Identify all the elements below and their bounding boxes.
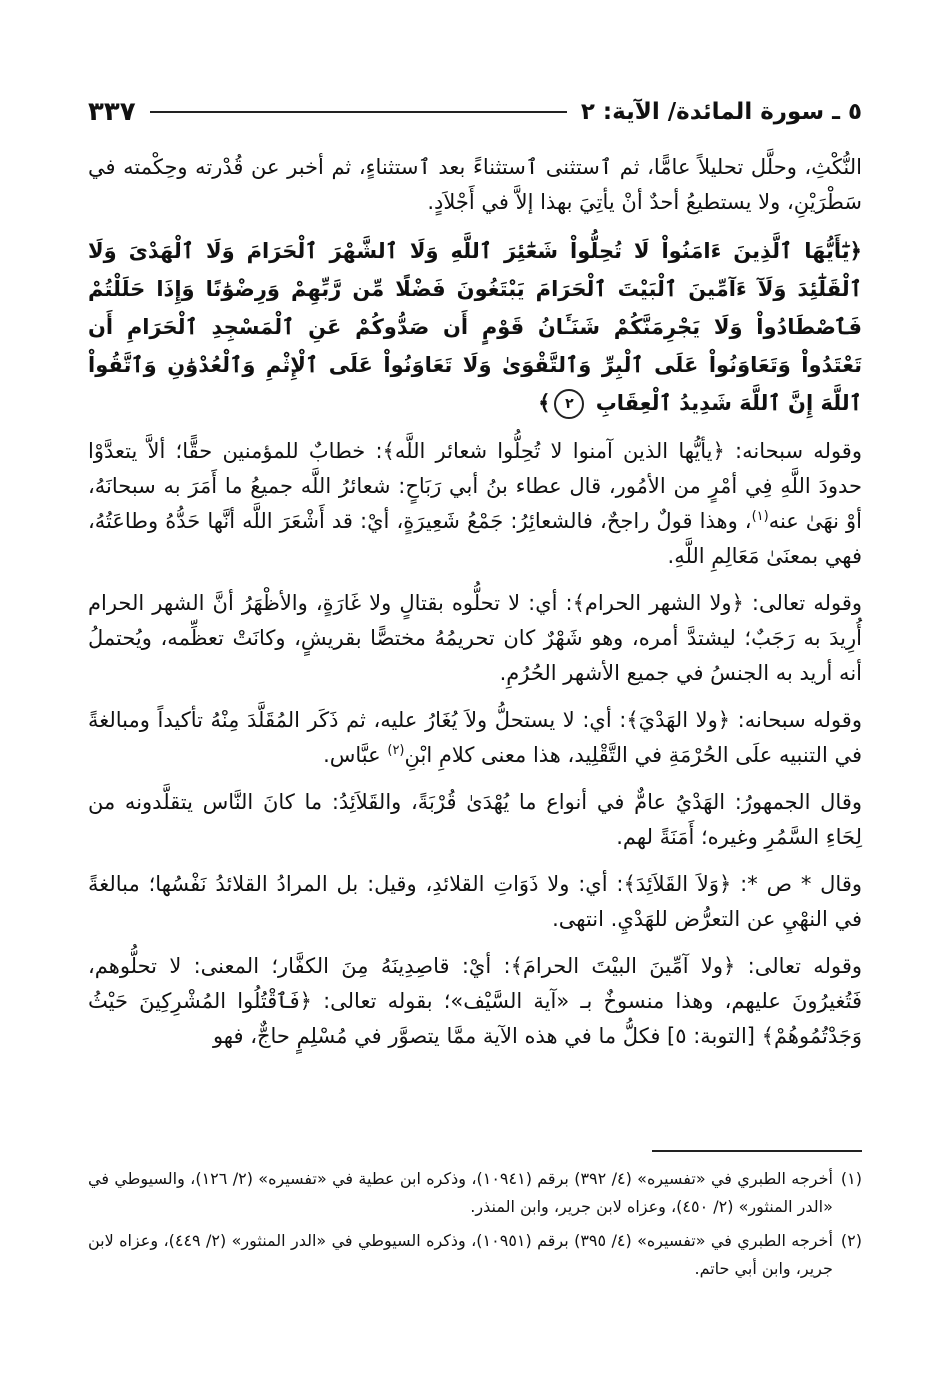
page-number: ٣٣٧ <box>88 97 136 127</box>
footnote-ref-1: (١) <box>751 509 769 524</box>
main-text <box>88 150 862 1066</box>
paragraph-4 <box>88 703 862 773</box>
chapter-title: ٥ ـ سورة المائدة/ الآية: ٢ <box>580 99 862 125</box>
paragraph-2 <box>88 434 862 574</box>
paragraph-4-text-a: وقوله سبحانه: ﴿ولا الهَدْيَ﴾: أي: لا يستحلُّ ولاَ يُغَارُ عليه، ثم ذَكَر المُقَلَّدَ مِنْهُ تأكيداً ومبالغةً في التنبيه علَى الحُرْمَةِ في التَّقْلِيد، هذا معنى كلامِ ابْنِ <box>88 708 862 767</box>
footnote-ref-2: (٢) <box>387 743 405 758</box>
paragraph-2-text-a: وقوله سبحانه: ﴿يأيُّها الذين آمنوا لا تُحِلُّوا شعائر اللَّه﴾: خطابٌ للمؤمنين حقًّا؛ ألاَّ يتعدَّوْا حدودَ اللَّهِ فِي أمْرٍ من الأمُور، قال عطاء بنُ أبي رَبَاحٍ: شعائرُ اللَّه جميعُ ما أَمَرَ به سبحانَهُ، أوْ نهَىٰ عنه <box>88 439 862 533</box>
paragraph-3: وقوله تعالى: ﴿ولا الشهر الحرام﴾: أي: لا تحلُّوه بقتالٍ ولا غَارَةٍ، والأظْهَرُ أنَّ الشهر الحرام أُرِيدَ به رَجَبٌ؛ ليشتدَّ أمره، وهو شَهْرٌ كان تحريمُهُ مختصًّا بقريشٍ، وكانَتْ تعظِّمه، ويُحتملُ أنه أريد به الجنسُ في جميع الأشهر الحُرُمِ. <box>88 591 862 685</box>
footnote-2 <box>88 1227 862 1283</box>
footnote-text: أخرجه الطبري في «تفسيره» (٤/ ٣٩٥) برقم (١٠٩٥١)، وذكره السيوطي في «الدر المنثور» (٢/ ٤٤٩)، وعزاه لابن جرير، وابن أبي حاتم. <box>88 1231 833 1278</box>
paragraph-7: وقوله تعالى: ﴿ولا آمِّينَ البيْتَ الحرامَ﴾: أيْ: قاصِدِينَهُ مِنَ الكفَّار؛ المعنى: لا تحلُّوهم، فَتُغيرُونَ عليهم، وهذا منسوخٌ بـ «آية السَّيْف»؛ بقوله تعالى: ﴿فَٱقْتُلُوا المُشْرِكِينَ حَيْثُ وَجَدْتُمُوهُمْ﴾ [التوبة: ٥] فكلُّ ما في هذه الآية ممَّا يتصوَّر في مُسْلِمٍ حاجٌّ، فهو <box>88 954 862 1048</box>
header-rule <box>150 111 567 113</box>
paragraph-6: وقال * ص *: ﴿وَلاَ القَلاَئِدَ﴾: أي: ولا ذَوَاتِ القلائدِ، وقيل: بل المرادُ القلائدُ نَفْسُها؛ مبالغةً في النهْيِ عن التعرُّض للهَدْيِ. انتهى. <box>88 872 862 931</box>
paragraph-4-text-b: عبَّاس. <box>323 743 388 767</box>
running-header <box>88 92 862 132</box>
footnote-1 <box>88 1165 862 1221</box>
paragraph-5: وقال الجمهورُ: الهَدْيُ عامٌّ في أنواع ما يُهْدَىٰ قُرْبَةً، والقَلاَئِدُ: ما كانَ النَّاس يتقلَّدونه من لِحَاءِ السَّمُرِ وغيره؛ أَمَنَةً لهم. <box>88 790 862 849</box>
footnote-text: أخرجه الطبري في «تفسيره» (٤/ ٣٩٢) برقم (١٠٩٤١)، وذكره ابن عطية في «تفسيره» (٢/ ١٢٦)، والسيوطي في «الدر المنثور» (٢/ ٤٥٠)، وعزاه لابن جرير، وابن المنذر. <box>88 1169 833 1216</box>
footnotes <box>88 1165 862 1289</box>
verse-text: ﴿يَٰٓأَيُّهَا ٱلَّذِينَ ءَامَنُواْ لَا تُحِلُّواْ شَعَٰٓئِرَ ٱللَّهِ وَلَا ٱلشَّهْرَ ٱلْحَرَامَ وَلَا ٱلْهَدْىَ وَلَا ٱلْقَلَٰٓئِدَ وَلَآ ءَآمِّينَ ٱلْبَيْتَ ٱلْحَرَامَ يَبْتَغُونَ فَضْلًا مِّن رَّبِّهِمْ وَرِضْوَٰنًا وَإِذَا حَلَلْتُمْ فَٱصْطَادُواْ وَلَا يَجْرِمَنَّكُمْ شَنَـَٔانُ قَوْمٍ أَن صَدُّوكُمْ عَنِ ٱلْمَسْجِدِ ٱلْحَرَامِ أَن تَعْتَدُواْ وَتَعَاوَنُواْ عَلَى ٱلْبِرِّ وَٱلتَّقْوَىٰ وَلَا تَعَاوَنُواْ عَلَى ٱلْإِثْمِ وَٱلْعُدْوَٰنِ وَٱتَّقُواْ ٱللَّهَ إِنَّ ٱللَّهَ شَدِيدُ ٱلْعِقَابِ <box>88 239 862 415</box>
quran-verse <box>88 232 862 422</box>
footnote-separator <box>652 1150 862 1152</box>
paragraph-1: النُّكْثِ، وحلَّل تحليلاً عامًّا، ثم ٱستثنى ٱستثناءً بعد ٱستثناءٍ، ثم أخبر عن قُدْرته وحِكْمته في سَطْرَيْنِ، ولا يستطيعُ أحدٌ أنْ يأتِيَ بهذا إلاَّ في أَجْلاَدٍ. <box>88 155 862 214</box>
paragraph-2-text-b: ، وهذا قولٌ راجحٌ، فالشعائِرُ: جَمْعُ شَعِيرَةٍ، أيْ: قد أَشْعَرَ اللَّه أنَّها حَدُّهُ وطاعَتُهُ، فهي بمعنَىٰ مَعَالِمِ اللَّهِ. <box>88 509 862 568</box>
footnote-number: (١) <box>840 1169 862 1188</box>
verse-number-marker: ٢ <box>554 389 584 419</box>
footnote-number: (٢) <box>840 1231 862 1250</box>
verse-close-bracket: ﴾ <box>538 391 551 415</box>
